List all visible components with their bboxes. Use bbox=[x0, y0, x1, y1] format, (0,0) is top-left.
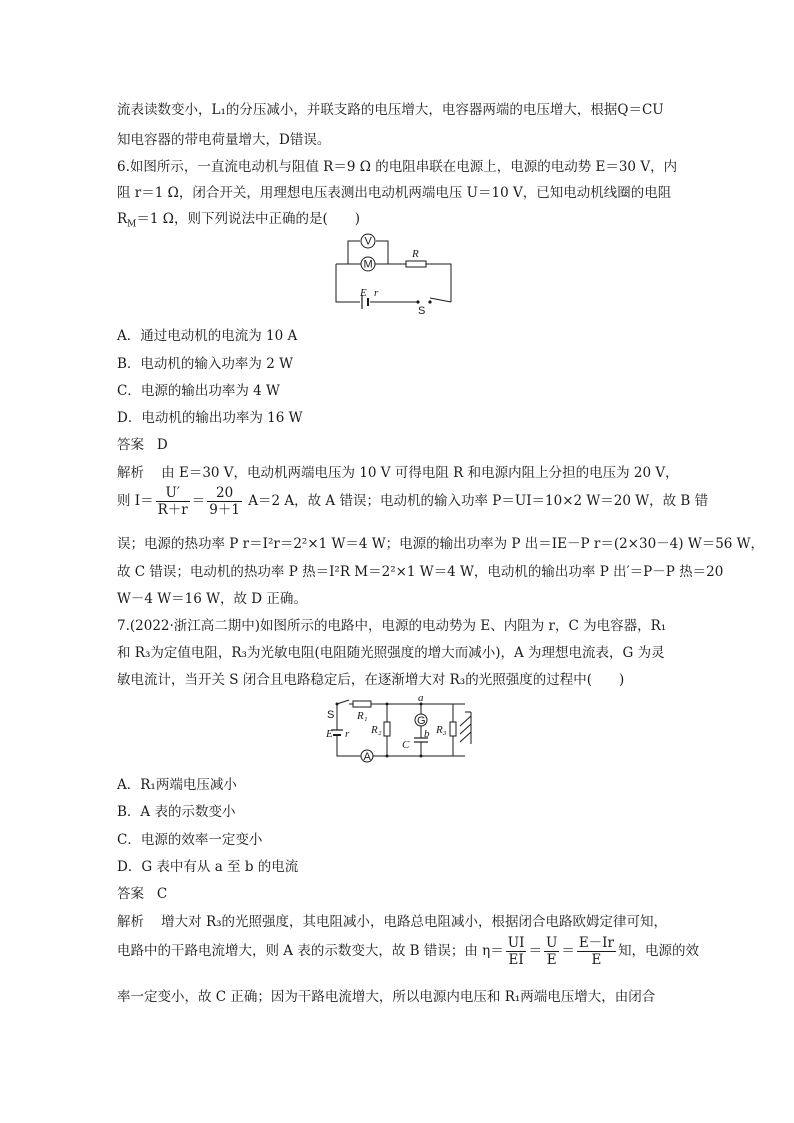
q6-fraction-2-den: 9＋1 bbox=[209, 502, 240, 518]
q6-answer bbox=[117, 433, 168, 453]
q7-analysis-text-1: 增大对 R₃的光照强度，其电阻减小，电路总电阻减小，根据闭合电路欧姆定律可知， bbox=[161, 914, 668, 930]
q6-option-c: C．电源的输出功率为 4 W bbox=[117, 383, 280, 399]
q6-option-a: A．通过电动机的电流为 10 A bbox=[117, 328, 298, 344]
q7-analysis-2-post: 知，电源的效 bbox=[617, 943, 699, 959]
q7-option-a: A．R₁两端电压减小 bbox=[117, 777, 237, 793]
resistor-r1-icon bbox=[353, 701, 371, 707]
q6-analysis-line-4: 故 C 错误；电动机的热功率 P 热＝I²R M＝2²×1 W＝4 W，电动机的输出功率 P 出′＝P－P 热＝20 bbox=[117, 564, 724, 580]
switch-s-label: S bbox=[418, 305, 426, 316]
q7-analysis-2-pre: 电路中的干路电流增大，则 A 表的示数变大，故 B 错误；由 η＝ bbox=[117, 943, 504, 959]
galvanometer-label: G bbox=[417, 715, 426, 727]
q6-analysis-2-post: A＝2 A，故 A 错误；电动机的输入功率 P＝UI＝10×2 W＝20 W，故 B 错 bbox=[243, 493, 709, 509]
internal-r-label: r bbox=[374, 287, 379, 299]
photoresistor-r3-icon bbox=[450, 722, 456, 736]
q6-answer-label: 答案 bbox=[117, 437, 144, 453]
q7-analysis-line-3: 率一定变小，故 C 正确；因为干路电流增大，所以电源内电压和 R₁两端电压增大，由闭合 bbox=[117, 989, 656, 1005]
q6-fraction-1 bbox=[156, 485, 190, 518]
resistor-r2-icon bbox=[384, 722, 390, 736]
q6-analysis-line-2: 则 I＝ $\frac{U'}{R+r}$ ＝ $\frac{20}{9+1}$ A＝2 A，故 A 错误；电动机的输入功率 P＝UI＝10×2 W＝20 W，故 B 错 bbox=[117, 485, 709, 518]
q6-stem-line-1: 6.如图所示，一直流电动机与阻值 R＝9 Ω 的电阻串联在电源上，电源的电动势 E＝30 V，内 bbox=[117, 159, 678, 175]
q7-fraction-2-den: E bbox=[546, 952, 557, 968]
q6-option-d: D．电动机的输出功率为 16 W bbox=[117, 410, 303, 426]
prev-explanation-line-1: 流表读数变小，L₁的分压减小，并联支路的电压增大，电容器两端的电压增大，根据Q＝CU bbox=[117, 102, 664, 118]
ammeter-label: A bbox=[363, 751, 371, 763]
q7-stem-line-1: 7.(2022·浙江高二期中)如图所示的电路中，电源的电动势为 E、内阻为 r，C 为电容器，R₁ bbox=[117, 618, 667, 634]
q7-circuit-diagram bbox=[325, 692, 475, 764]
prev-explanation-line-2: 知电容器的带电荷量增大，D错误。 bbox=[117, 132, 331, 148]
q7-answer-label: 答案 bbox=[117, 886, 144, 902]
q7-fraction-1-den: EI bbox=[508, 952, 524, 968]
q6-option-b: B．电动机的输入功率为 2 W bbox=[117, 356, 293, 372]
q7-fraction-2-num: U bbox=[545, 935, 558, 951]
q7-fraction-2 bbox=[544, 935, 559, 968]
q6-stem-line-3 bbox=[117, 207, 360, 230]
q7-fraction-3-den: E bbox=[591, 952, 602, 968]
q7-stem-line-3: 敏电流计，当开关 S 闭合且电路稳定后，在逐渐增大对 R₃的光照强度的过程中( ) bbox=[117, 672, 625, 688]
switch-s-label: S bbox=[327, 709, 335, 721]
q7-analysis-line-2: 电路中的干路电流增大，则 A 表的示数变大，故 B 错误；由 η＝ $\frac{UI}{EI}$ ＝ $\frac{U}{E}$ ＝ $\frac{E-Ir}{E}$ 知，电源的效 bbox=[117, 935, 699, 968]
q7-option-c: C．电源的效率一定变小 bbox=[117, 832, 263, 848]
motor-label: M bbox=[363, 258, 373, 271]
q6-fraction-2 bbox=[207, 485, 242, 518]
q6-circuit-diagram bbox=[330, 232, 460, 316]
q6-fraction-2-num: 20 bbox=[207, 485, 242, 502]
q7-fraction-1-num: UI bbox=[507, 935, 525, 951]
q7-fraction-1 bbox=[506, 935, 527, 968]
q6-stem-line-2: 阻 r＝1 Ω，闭合开关，用理想电压表测出电动机两端电压 U＝10 V，已知电动机线圈的电阻 bbox=[117, 185, 672, 201]
q7-fraction-3-num: E－Ir bbox=[578, 935, 614, 951]
q7-analysis-line-1 bbox=[117, 910, 667, 930]
internal-r-label: r bbox=[345, 728, 350, 740]
q6-fraction-1-num: U′ bbox=[156, 485, 190, 502]
capacitor-c-label: C bbox=[402, 739, 410, 751]
q6-rm-subscript: M bbox=[127, 219, 137, 230]
voltmeter-label: V bbox=[364, 235, 372, 248]
q6-analysis-line-5: W－4 W＝16 W，故 D 正确。 bbox=[117, 591, 307, 607]
q7-answer-value: C bbox=[156, 886, 168, 902]
node-b-label: b bbox=[424, 728, 430, 740]
q6-stem-line-3-rest: ＝1 Ω，则下列说法中正确的是( ) bbox=[136, 211, 360, 227]
q7-analysis-label: 解析 bbox=[117, 914, 144, 930]
node-a-label: a bbox=[418, 692, 424, 704]
emf-e-label: E bbox=[360, 287, 367, 299]
q7-answer bbox=[117, 882, 167, 902]
r2-label: R₂ bbox=[371, 724, 382, 736]
q7-fraction-3 bbox=[577, 935, 616, 968]
r3-label: R₃ bbox=[436, 724, 447, 736]
q6-analysis-line-1 bbox=[117, 461, 679, 481]
q7-option-d: D．G 表中有从 a 至 b 的电流 bbox=[117, 859, 299, 875]
q7-option-b: B．A 表的示数变小 bbox=[117, 804, 236, 820]
light-arrows-icon bbox=[460, 712, 471, 744]
q6-answer-value: D bbox=[156, 437, 168, 453]
q6-analysis-text-1: 由 E＝30 V，电动机两端电压为 10 V 可得电阻 R 和电源内阻上分担的电压为 20 V， bbox=[161, 465, 679, 481]
emf-e-label: E bbox=[326, 728, 333, 740]
resistor-r-icon bbox=[406, 261, 426, 267]
r1-label: R₁ bbox=[357, 710, 368, 722]
q7-stem-line-2: 和 R₃为定值电阻，R₃为光敏电阻(电阻随光照强度的增大而减小)，A 为理想电流表，G 为灵 bbox=[117, 645, 665, 661]
q6-analysis-2-pre: 则 I＝ bbox=[117, 493, 154, 509]
q6-fraction-1-den: R＋r bbox=[157, 502, 188, 518]
q6-analysis-line-3: 误；电源的热功率 P r＝I²r＝2²×1 W＝4 W；电源的输出功率为 P 出＝IE－P r＝(2×30－4) W＝56 W， bbox=[117, 536, 765, 552]
q6-rm-symbol: R bbox=[117, 211, 128, 227]
resistor-r-label: R bbox=[412, 248, 419, 260]
q6-analysis-label: 解析 bbox=[117, 465, 144, 481]
